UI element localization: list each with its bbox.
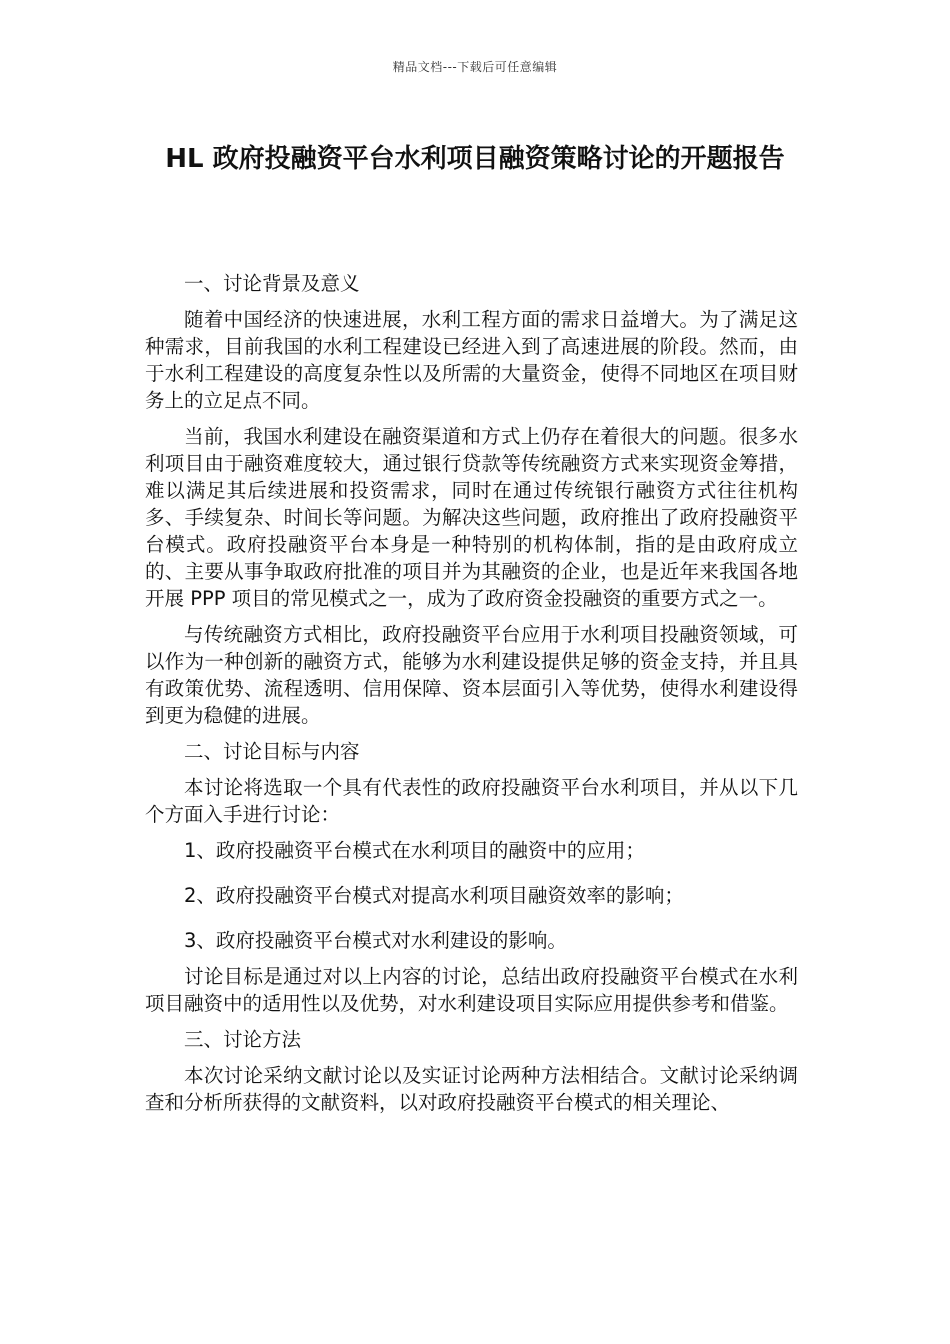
paragraph-methods-1: 本次讨论采纳文献讨论以及实证讨论两种方法相结合。文献讨论采纳调查和分析所获得的文献资料，以对政府投融资平台模式的相关理论、	[145, 1064, 798, 1114]
paragraph-goals-intro: 本讨论将选取一个具有代表性的政府投融资平台水利项目，并从以下几个方面入手进行讨论：	[145, 776, 798, 826]
section-heading-goals: 二、讨论目标与内容	[184, 740, 360, 763]
section-heading-methods: 三、讨论方法	[184, 1028, 302, 1051]
document-body	[145, 270, 798, 1125]
list-item-goal-2: 2、政府投融资平台模式对提高水利项目融资效率的影响；	[184, 884, 684, 907]
paragraph-background-3: 与传统融资方式相比，政府投融资平台应用于水利项目投融资领域，可以作为一种创新的融资方式，能够为水利建设提供足够的资金支持，并且具有政策优势、流程透明、信用保障、资本层面引入等优势，使得水利建设得到更为稳健的进展。	[145, 623, 798, 727]
section-heading-background: 一、讨论背景及意义	[184, 272, 360, 295]
header-note: 精品文档---下载后可任意编辑	[392, 60, 558, 74]
document-title: HL 政府投融资平台水利项目融资策略讨论的开题报告	[165, 144, 785, 174]
list-item-goal-3: 3、政府投融资平台模式对水利建设的影响。	[184, 929, 567, 952]
paragraph-background-2: 当前，我国水利建设在融资渠道和方式上仍存在着很大的问题。很多水利项目由于融资难度较大，通过银行贷款等传统融资方式来实现资金筹措，难以满足其后续进展和投资需求，同时在通过传统银行融资方式往往机构多、手续复杂、时间长等问题。为解决这些问题，政府推出了政府投融资平台模式。政府投融资平台本身是一种特别的机构体制，指的是由政府成立的、主要从事争取政府批准的项目并为其融资的企业，也是近年来我国各地开展 PPP 项目的常见模式之一，成为了政府资金投融资的重要方式之一。	[145, 425, 798, 610]
list-item-goal-1: 1、政府投融资平台模式在水利项目的融资中的应用；	[184, 839, 645, 862]
paragraph-background-1: 随着中国经济的快速进展，水利工程方面的需求日益增大。为了满足这种需求，目前我国的水利工程建设已经进入到了高速进展的阶段。然而，由于水利工程建设的高度复杂性以及所需的大量资金，使得不同地区在项目财务上的立足点不同。	[145, 308, 798, 412]
paragraph-goals-summary: 讨论目标是通过对以上内容的讨论，总结出政府投融资平台模式在水利项目融资中的适用性以及优势，对水利建设项目实际应用提供参考和借鉴。	[145, 965, 798, 1015]
